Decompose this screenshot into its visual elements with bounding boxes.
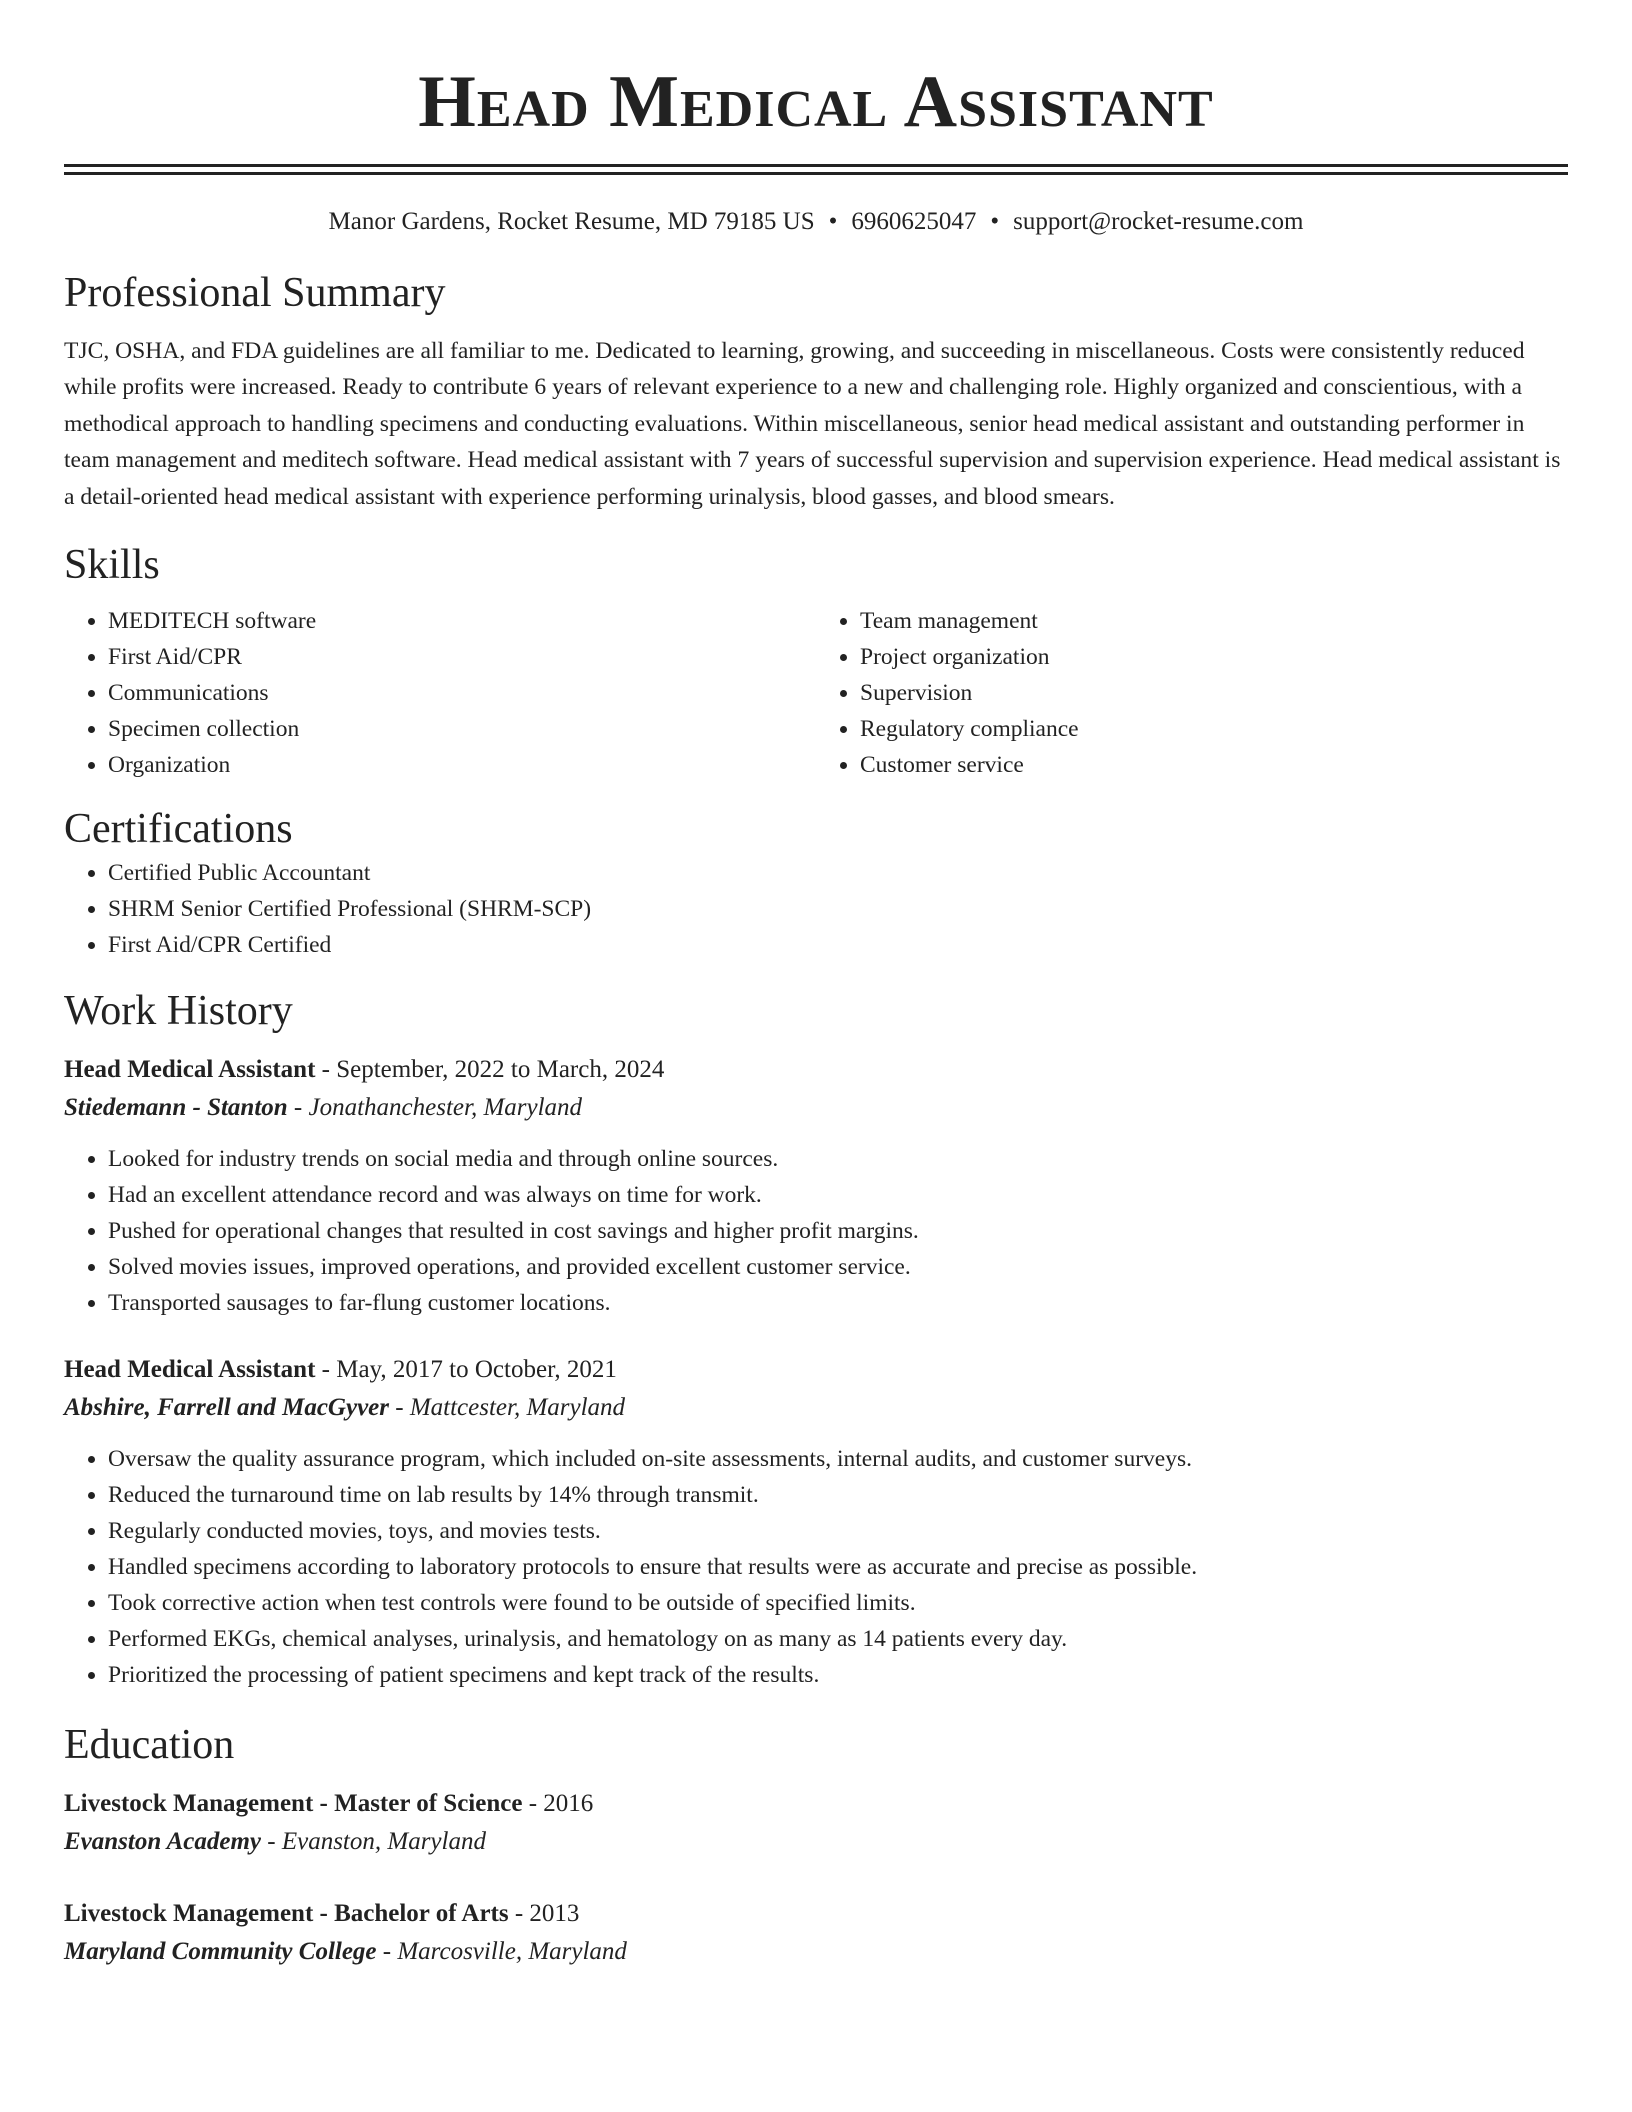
job-duties-list	[64, 1441, 1568, 1693]
skill-item: • Supervision	[860, 675, 1568, 711]
job-duty: • Oversaw the quality assurance program, which included on-site assessments, internal audits, and customer surveys.	[108, 1441, 1568, 1477]
skill-item: • Specimen collection	[108, 711, 816, 747]
education-year: - 2013	[514, 1900, 580, 1928]
contact-address: Manor Gardens, Rocket Resume, MD 79185 US	[328, 208, 815, 235]
job-header	[64, 1351, 1568, 1389]
job-dates: - May, 2017 to October, 2021	[321, 1356, 617, 1384]
job-company: Abshire, Farrell and MacGyver	[64, 1394, 389, 1422]
section-title-education: Education	[64, 1722, 235, 1769]
contact-separator: •	[990, 208, 1000, 235]
job-header	[64, 1051, 1568, 1089]
header-double-rule	[64, 164, 1568, 175]
job-dates: - September, 2022 to March, 2024	[321, 1056, 665, 1084]
job-duties-list	[64, 1141, 1568, 1321]
job-duty: • Reduced the turnaround time on lab results by 14% through transmit.	[108, 1477, 1568, 1513]
section-title-skills: Skills	[64, 542, 160, 589]
skill-item: • First Aid/CPR	[108, 639, 816, 675]
job-entry	[64, 1351, 1568, 1693]
job-duty: • Looked for industry trends on social media and through online sources.	[108, 1141, 1568, 1177]
education-location: - Marcosville, Maryland	[382, 1938, 627, 1966]
skills-list-left	[64, 603, 816, 783]
skills-list-right	[816, 603, 1568, 783]
job-employer	[64, 1089, 1568, 1127]
job-duty: • Took corrective action when test controls were found to be outside of specified limits.	[108, 1585, 1568, 1621]
certification-item: • SHRM Senior Certified Professional (SHRM-SCP)	[108, 891, 1568, 927]
job-role: Head Medical Assistant	[64, 1056, 316, 1084]
education-degree: Livestock Management - Master of Science	[64, 1790, 523, 1818]
section-title-summary: Professional Summary	[64, 270, 446, 316]
certification-item: • Certified Public Accountant	[108, 855, 1568, 891]
education-location: - Evanston, Maryland	[267, 1828, 486, 1856]
education-school: Evanston Academy	[64, 1828, 261, 1856]
resume-name: Head Medical Assistant	[418, 61, 1214, 143]
education-school-line	[64, 1823, 1568, 1861]
contact-line	[64, 205, 1568, 239]
section-title-certifications: Certifications	[64, 806, 293, 853]
job-location: - Mattcester, Maryland	[395, 1394, 626, 1422]
job-role: Head Medical Assistant	[64, 1356, 316, 1384]
job-duty: • Pushed for operational changes that resulted in cost savings and higher profit margins.	[108, 1213, 1568, 1249]
skill-item: • Project organization	[860, 639, 1568, 675]
skill-item: • Organization	[108, 747, 816, 783]
job-duty: • Transported sausages to far-flung customer locations.	[108, 1285, 1568, 1321]
skill-item: • Customer service	[860, 747, 1568, 783]
job-employer	[64, 1389, 1568, 1427]
skill-item: • Regulatory compliance	[860, 711, 1568, 747]
education-school: Maryland Community College	[64, 1938, 377, 1966]
contact-separator: •	[828, 208, 838, 235]
education-header	[64, 1785, 1568, 1823]
job-duty: • Regularly conducted movies, toys, and movies tests.	[108, 1513, 1568, 1549]
education-year: - 2016	[528, 1790, 594, 1818]
job-location: - Jonathanchester, Maryland	[293, 1094, 583, 1122]
education-school-line	[64, 1933, 1568, 1971]
education-entry	[64, 1785, 1568, 1861]
job-entry	[64, 1051, 1568, 1321]
summary-text: TJC, OSHA, and FDA guidelines are all familiar to me. Dedicated to learning, growing, and succeeding in miscellaneous. Costs were consistently reduced while profits were increased. Ready to contribute 6 years of relevant experience to a new and challenging role. Highly organized and conscientious, with a methodical approach to handling specimens and conducting evaluations. Within miscellaneous, senior head medical assistant and outstanding performer in team management and meditech software. Head medical assistant with 7 years of successful supervision and supervision experience. Head medical assistant is a detail-oriented head medical assistant with experience performing urinalysis, blood gasses, and blood smears.	[64, 338, 1561, 510]
job-duty: • Solved movies issues, improved operations, and provided excellent customer service.	[108, 1249, 1568, 1285]
education-degree: Livestock Management - Bachelor of Arts	[64, 1900, 509, 1928]
skill-item: • Communications	[108, 675, 816, 711]
contact-email: support@rocket-resume.com	[1013, 208, 1304, 235]
job-duty: • Performed EKGs, chemical analyses, urinalysis, and hematology on as many as 14 patients every day.	[108, 1621, 1568, 1657]
job-duty: • Handled specimens according to laboratory protocols to ensure that results were as accurate and precise as possible.	[108, 1549, 1568, 1585]
job-duty: • Prioritized the processing of patient specimens and kept track of the results.	[108, 1657, 1568, 1693]
skills-columns	[64, 603, 1568, 783]
section-title-work-history: Work History	[64, 988, 293, 1035]
skill-item: • Team management	[860, 603, 1568, 639]
education-entry	[64, 1895, 1568, 1971]
certifications-list	[64, 855, 1568, 963]
contact-phone: 6960625047	[851, 208, 977, 235]
job-duty: • Had an excellent attendance record and was always on time for work.	[108, 1177, 1568, 1213]
job-company: Stiedemann - Stanton	[64, 1094, 288, 1122]
certification-item: • First Aid/CPR Certified	[108, 927, 1568, 963]
skill-item: • MEDITECH software	[108, 603, 816, 639]
education-header	[64, 1895, 1568, 1933]
